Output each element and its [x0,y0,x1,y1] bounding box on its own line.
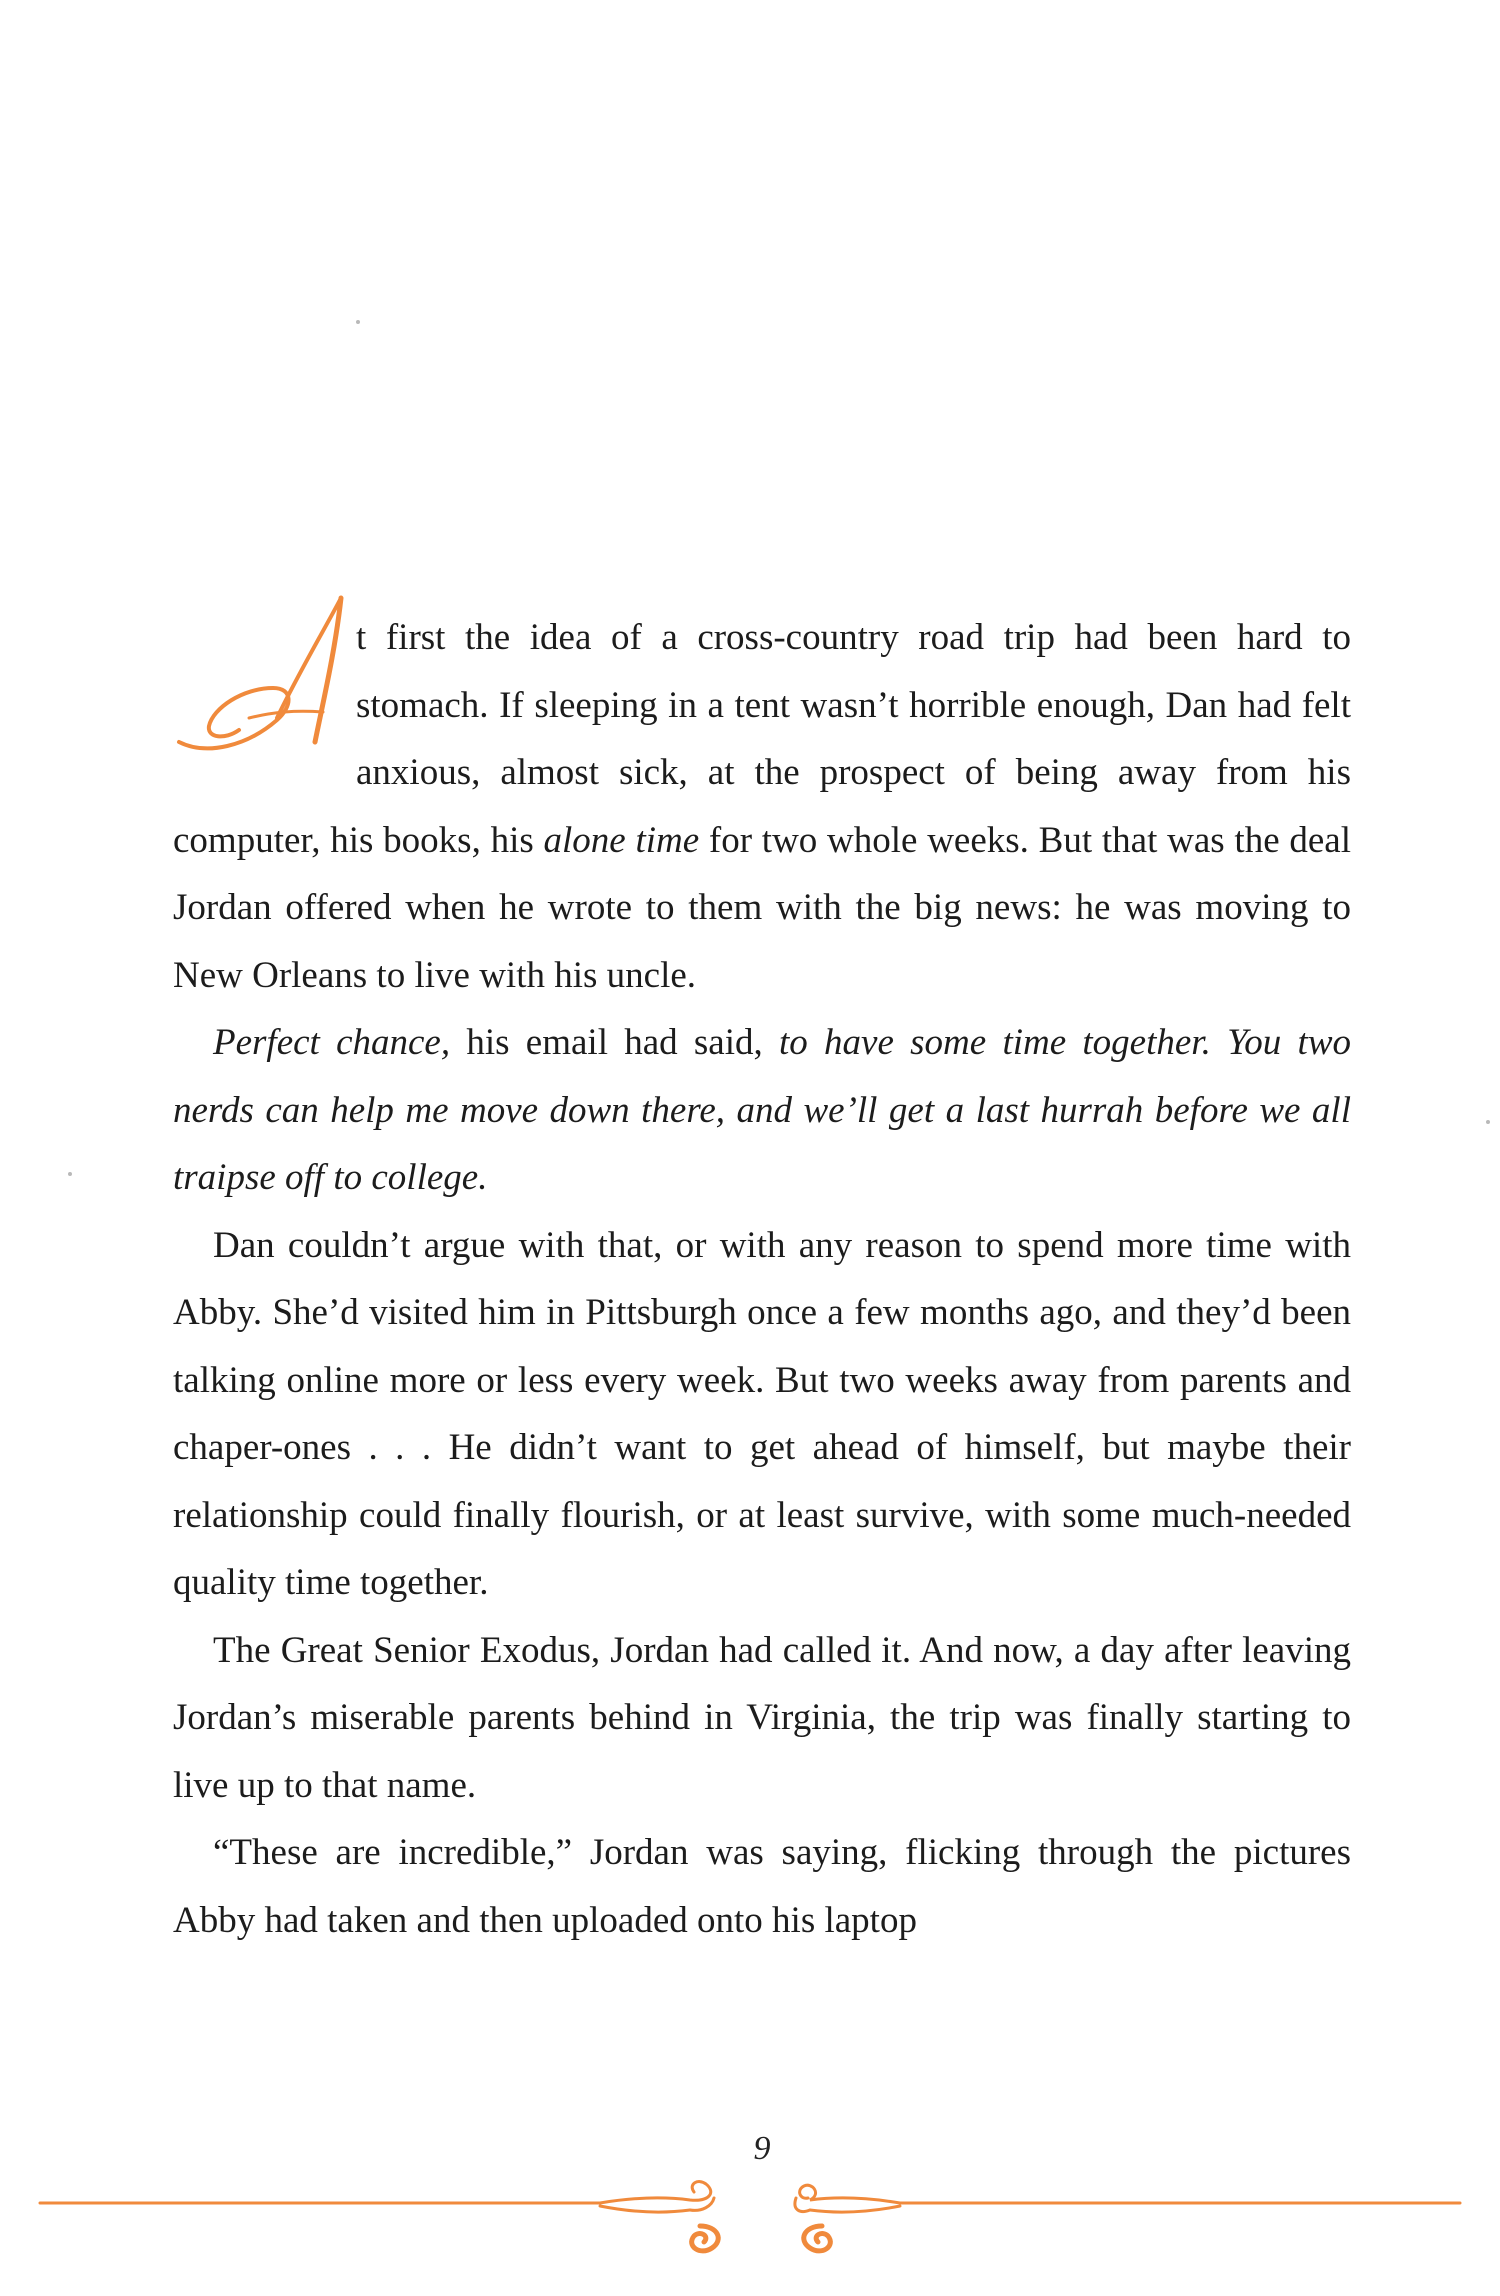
drop-cap [173,612,356,740]
text-segment: t first the idea of a cross-country road trip had been hard to stomach. If sleeping in a tent wasn’t horrible enough, Dan had felt anxious, almost sick, at the prospect of being away from his computer, his books, his [173,617,1351,861]
paper-speck [1486,1120,1490,1124]
paragraph-4 [173,1617,1351,1820]
paragraph-2 [173,1009,1351,1212]
paper-speck [68,1172,72,1176]
paragraph-1 [173,604,1351,1009]
chapter-text [173,604,1351,1954]
paragraph-3 [173,1212,1351,1617]
text-segment: Dan couldn’t argue with that, or with any reason to spend more time with Abby. She’d visited him in Pittsburgh once a few months ago, and they’d been talking online more or less every week. But two weeks away from parents and chaper-ones . . . He didn’t want to get ahead of himself, but maybe their relationship could finally flourish, or at least survive, with some much-needed quality time together. [173,1224,1351,1603]
drop-cap-a-icon [173,592,373,752]
page-number: 9 [753,2130,771,2167]
text-segment-italic: Perfect chance, [213,1022,451,1063]
drop-cap-letter [173,612,174,613]
text-segment: The Great Senior Exodus, Jordan had called it. And now, a day after leaving Jordan’s miserable parents behind in Virginia, the trip was finally starting to live up to that name. [173,1629,1351,1806]
paragraph-5 [173,1819,1351,1954]
text-segment-italic: to have some time together. You two nerds can help me move down there, and we’ll get a last hurrah before we all traipse off to college. [173,1022,1351,1198]
text-segment: “These are incredible,” Jordan was saying, flicking through the pictures Abby had taken and then uploaded onto his laptop [173,1832,1351,1941]
text-segment-italic: alone time [543,819,700,861]
text-segment: for two whole weeks. But that was the deal Jordan offered when he wrote to them with the big news: he was moving to New Orleans to live with his uncle. [173,819,1351,996]
text-segment: his email had said, [450,1022,780,1063]
paper-speck [356,320,360,324]
